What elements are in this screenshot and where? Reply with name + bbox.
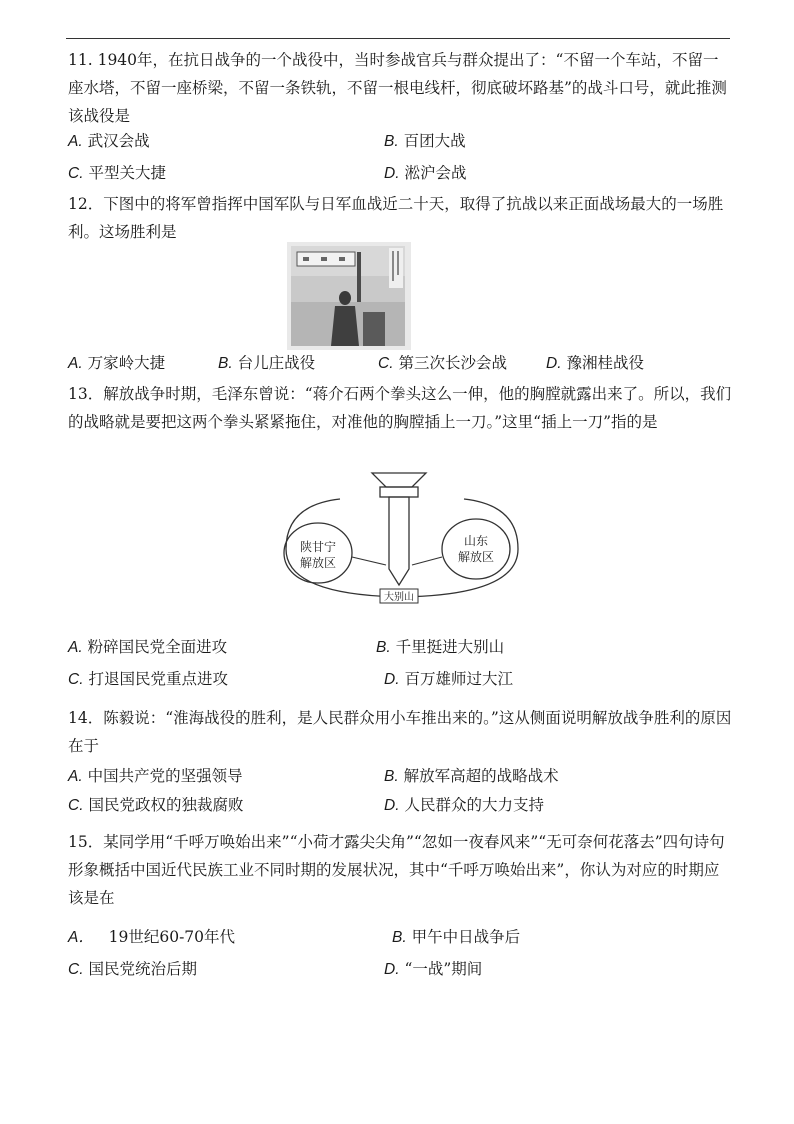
diagram-label-right: 山东 bbox=[463, 534, 489, 548]
option-letter: C. bbox=[378, 355, 394, 372]
q13-option-a[interactable] bbox=[68, 636, 227, 659]
option-text: 万家岭大捷 bbox=[87, 354, 166, 372]
q15-option-b[interactable] bbox=[392, 926, 520, 949]
q13-option-d[interactable] bbox=[384, 668, 513, 691]
q11-option-a[interactable] bbox=[68, 130, 150, 153]
q12-option-b[interactable] bbox=[218, 352, 315, 375]
option-letter: B. bbox=[376, 639, 391, 656]
option-letter: C. bbox=[68, 961, 84, 978]
q14-option-a[interactable] bbox=[68, 765, 243, 788]
option-letter: B. bbox=[384, 133, 399, 150]
option-letter: B. bbox=[218, 355, 233, 372]
option-text: 甲午中日战争后 bbox=[411, 928, 521, 946]
q11-option-c[interactable] bbox=[68, 162, 166, 185]
option-text: 粉碎国民党全面进攻 bbox=[87, 638, 228, 656]
option-letter: A. bbox=[68, 768, 83, 785]
q11-option-d[interactable] bbox=[384, 162, 466, 185]
option-letter: C. bbox=[68, 165, 84, 182]
question-13-stem: 13．解放战争时期，毛泽东曾说：“蒋介石两个拳头这么一伸，他的胸膛就露出来了。所以，我们的战略就是要把这两个拳头紧紧拖住，对准他的胸膛插上一刀。”这里“插上一刀”指的是 bbox=[68, 385, 732, 431]
q12-option-a[interactable] bbox=[68, 352, 165, 375]
option-letter: A. bbox=[68, 133, 83, 150]
option-text: 人民群众的大力支持 bbox=[404, 796, 544, 814]
q14-option-b[interactable] bbox=[384, 765, 559, 788]
option-letter: C. bbox=[68, 797, 84, 814]
diagram-label-bottom: 大别山 bbox=[384, 592, 414, 603]
option-text: 豫湘桂战役 bbox=[566, 354, 644, 372]
q15-option-d[interactable] bbox=[384, 958, 482, 981]
option-letter: B. bbox=[384, 768, 399, 785]
q13-option-b[interactable] bbox=[376, 636, 504, 659]
option-letter: D. bbox=[546, 355, 562, 372]
option-letter: A． bbox=[68, 929, 94, 946]
option-text: 百团大战 bbox=[403, 132, 466, 150]
q11-option-b[interactable] bbox=[384, 130, 466, 153]
option-text: 淞沪会战 bbox=[404, 164, 467, 182]
question-11-stem: 11. 1940年，在抗日战争的一个战役中，当时参战官兵与群众提出了：“不留一个车站，不留一座水塔，不留一座桥梁，不留一条铁轨，不留一根电线杆，彻底破坏路基”的战斗口号，就此推测该战役是 bbox=[68, 51, 727, 125]
q14-option-d[interactable] bbox=[384, 794, 544, 817]
option-text: 千里挺进大别山 bbox=[395, 638, 505, 656]
strategy-diagram bbox=[280, 465, 524, 605]
option-text: “一战”期间 bbox=[404, 960, 483, 978]
option-text: 台儿庄战役 bbox=[237, 354, 316, 372]
option-text: 第三次长沙会战 bbox=[398, 354, 507, 372]
q13-option-c[interactable] bbox=[68, 668, 228, 691]
option-text: 19世纪60-70年代 bbox=[108, 928, 236, 946]
question-12-stem: 12．下图中的将军曾指挥中国军队与日军血战近二十天，取得了抗战以来正面战场最大的一场胜利。这场胜利是 bbox=[68, 195, 724, 241]
q12-option-d[interactable] bbox=[546, 352, 644, 375]
option-text: 中国共产党的坚强领导 bbox=[87, 767, 243, 785]
option-text: 国民党政权的独裁腐败 bbox=[88, 796, 244, 814]
header-rule bbox=[66, 38, 730, 39]
diagram-label-left2: 解放区 bbox=[299, 556, 337, 570]
option-text: 国民党统治后期 bbox=[88, 960, 197, 978]
option-text: 打退国民党重点进攻 bbox=[88, 670, 228, 688]
question-14-stem: 14．陈毅说：“淮海战役的胜利，是人民群众用小车推出来的。”这从侧面说明解放战争胜利的原因在于 bbox=[68, 709, 732, 755]
option-text: 百万雄师过大江 bbox=[404, 670, 513, 688]
option-letter: D. bbox=[384, 797, 400, 814]
option-letter: D. bbox=[384, 165, 400, 182]
option-letter: D. bbox=[384, 961, 400, 978]
option-letter: A. bbox=[68, 639, 83, 656]
option-text: 解放军高超的战略战术 bbox=[403, 767, 559, 785]
option-text: 武汉会战 bbox=[87, 132, 150, 150]
q14-option-c[interactable] bbox=[68, 794, 243, 817]
option-letter: D. bbox=[384, 671, 400, 688]
q12-option-c[interactable] bbox=[378, 352, 507, 375]
q15-option-a[interactable] bbox=[68, 926, 235, 949]
diagram-label-right2: 解放区 bbox=[457, 550, 495, 564]
q15-option-c[interactable] bbox=[68, 958, 197, 981]
diagram-label-left: 陕甘宁 bbox=[299, 540, 337, 554]
option-text: 平型关大捷 bbox=[88, 164, 166, 182]
option-letter: C. bbox=[68, 671, 84, 688]
option-letter: B. bbox=[392, 929, 407, 946]
option-letter: A. bbox=[68, 355, 83, 372]
general-photo bbox=[287, 242, 411, 350]
question-15-stem: 15．某同学用“千呼万唤始出来”“小荷才露尖尖角”“忽如一夜春风来”“无可奈何花落去”四句诗句形象概括中国近代民族工业不同时期的发展状况，其中“千呼万唤始出来”，你认为对应的时期应该是在 bbox=[68, 833, 725, 907]
